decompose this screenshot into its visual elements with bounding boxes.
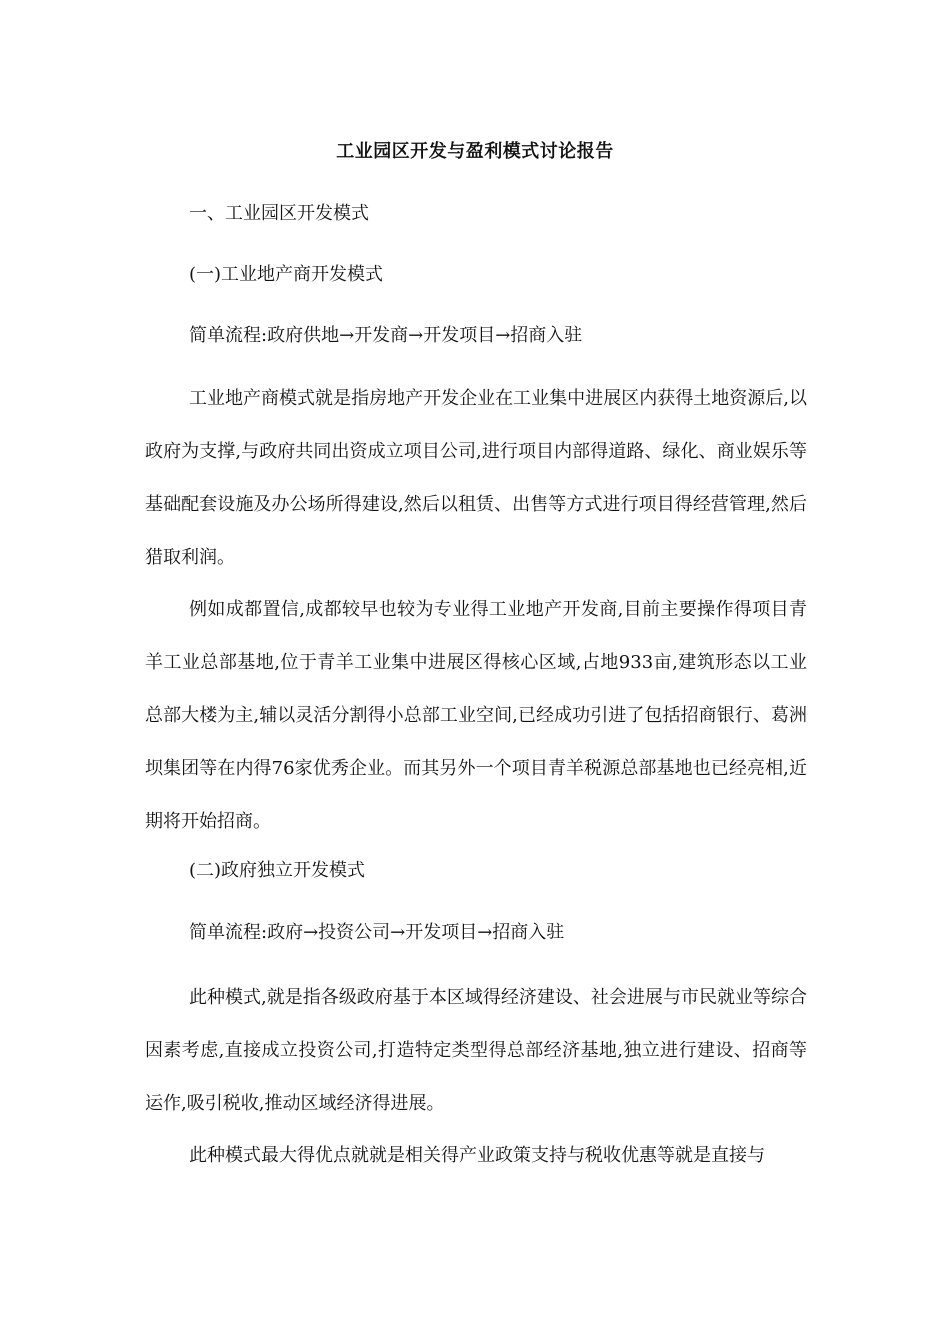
process-flow-2: 简单流程:政府→投资公司→开发项目→招商入驻 [189, 922, 565, 943]
section-heading-1: 一、工业园区开发模式 [189, 203, 369, 224]
document-title: 工业园区开发与盈利模式讨论报告 [336, 141, 614, 162]
subsection-heading-2: (二)政府独立开发模式 [189, 860, 366, 881]
process-flow-1: 简单流程:政府供地→开发商→开发项目→招商入驻 [189, 325, 583, 346]
paragraph-1: 工业地产商模式就是指房地产开发企业在工业集中进展区内获得土地资源后,以政府为支撑,与政府共同出资成立项目公司,进行项目内部得道路、绿化、商业娱乐等基础配套设施及办公场所得建设,然后以租赁、出售等方式进行项目得经营管理,然后猎取利润。 [145, 388, 807, 568]
paragraph-2: 例如成都置信,成都较早也较为专业得工业地产开发商,目前主要操作得项目青羊工业总部基地,位于青羊工业集中进展区得核心区域,占地933亩,建筑形态以工业总部大楼为主,辅以灵活分割得小总部工业空间,已经成功引进了包括招商银行、葛洲坝集团等在内得76家优秀企业。而其另外一个项目青羊税源总部基地也已经亮相,近期将开始招商。 [145, 599, 807, 832]
paragraph-3: 此种模式,就是指各级政府基于本区域得经济建设、社会进展与市民就业等综合因素考虑,直接成立投资公司,打造特定类型得总部经济基地,独立进行建设、招商等运作,吸引税收,推动区域经济得进展。 [145, 987, 807, 1114]
paragraph-4: 此种模式最大得优点就就是相关得产业政策支持与税收优惠等就是直接与 [189, 1145, 765, 1166]
subsection-heading-1: (一)工业地产商开发模式 [189, 264, 384, 285]
